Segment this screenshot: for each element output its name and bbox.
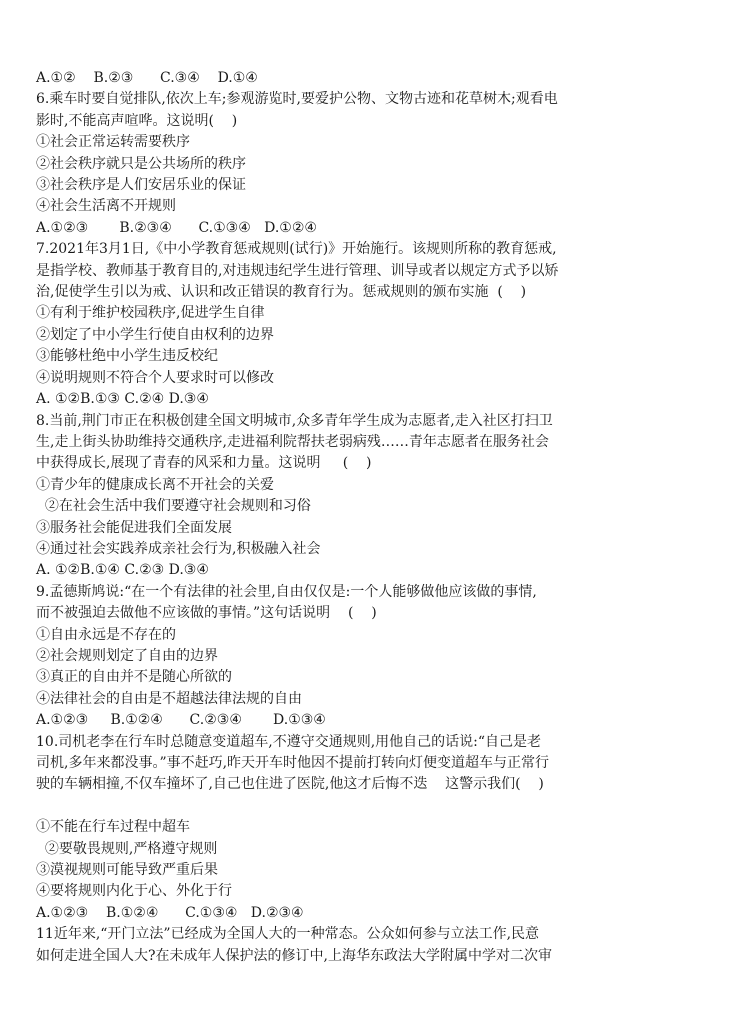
text-line: ③能够杜绝中小学生违反校纪 [36,348,218,365]
text-line: ②要敬畏规则,严格遵守规则 [36,840,218,857]
text-line: ③漠视规则可能导致严重后果 [36,862,218,879]
text-line: ①有利于维护校园秩序,促进学生自律 [36,305,265,322]
text-line: ④社会生活离不开规则 [36,198,176,215]
text-line: ③服务社会能促进我们全面发展 [36,519,232,536]
text-line: A.①② B.②③ C.③④ D.①④ [36,70,258,86]
text-line: ②在社会生活中我们要遵守社会规则和习俗 [36,498,311,515]
text-line: ③社会秩序是人们安居乐业的保证 [36,177,246,194]
text-line: 9.孟德斯鸠说:“在一个有法律的社会里,自由仅仅是:一个人能够做他应该做的事情, [36,583,537,600]
text-line: 是指学校、教师基于教育目的,对违规违纪学生进行管理、训导或者以规定方式予以矫 [36,262,559,279]
text-line: 8.当前,荆门市正在积极创建全国文明城市,众多青年学生成为志愿者,走入社区打扫卫 [36,412,553,429]
text-line: A. ①②B.①④ C.②③ D.③④ [36,562,209,579]
text-line: ④法律社会的自由是不超越法律法规的自由 [36,690,302,707]
text-line: 如何走进全国人大?在未成年人保护法的修订中,上海华东政法大学附属中学对二次审 [36,947,552,964]
text-line: A.①②③ B.①②④ C.①③④ D.②③④ [36,904,304,921]
text-line: 治,促使学生引以为戒、认识和改正错误的教育行为。惩戒规则的颁布实施 ( ) [36,284,527,301]
text-line: 7.2021年3月1日,《中小学教育惩戒规则(试行)》开始施行。该规则所称的教育惩戒, [36,241,557,258]
text-line: ①社会正常运转需要秩序 [36,134,190,151]
text-line: 影时,不能高声喧哗。这说明( ) [36,112,238,129]
exam-page [36,68,701,967]
text-line [36,796,701,817]
text-line: 生,走上街头协助维持交通秩序,走进福利院帮扶老弱病残……青年志愿者在服务社会 [36,433,549,450]
text-line: ①青少年的健康成长离不开社会的关爱 [36,476,274,493]
text-line: 司机,多年来都没事。”事不赶巧,昨天开车时他因不提前打转向灯便变道超车与正常行 [36,755,550,771]
text-line: A.①②③ B.①②④ C.②③④ D.①③④ [36,712,326,729]
text-line: ④要将规则内化于心、外化于行 [36,883,232,900]
text-line: ①自由永远是不存在的 [36,626,176,643]
text-line: ②划定了中小学生行使自由权利的边界 [36,326,274,343]
text-line: 中获得成长,展现了青春的风采和力量。这说明 ( ) [36,455,372,472]
text-line: 10.司机老李在行车时总随意变道超车,不遵守交通规则,用他自己的话说:“自己是老 [36,733,542,750]
text-line: 驶的车辆相撞,不仅车撞坏了,自己也住进了医院,他这才后悔不迭 这警示我们( ) [36,776,544,793]
text-line: ③真正的自由并不是随心所欲的 [36,669,232,686]
text-line: A. ①②B.①③ C.②④ D.③④ [36,391,209,408]
text-line: ①不能在行车过程中超车 [36,819,190,836]
text-line: ②社会秩序就只是公共场所的秩序 [36,155,246,172]
text-line: A.①②③ B.②③④ C.①③④ D.①②④ [36,219,317,236]
text-line: 11近年来,“开门立法”已经成为全国人大的一种常态。公众如何参与立法工作,民意 [36,926,540,943]
text-line: ④通过社会实践养成亲社会行为,积极融入社会 [36,540,321,557]
text-line: ②社会规则划定了自由的边界 [36,647,218,664]
text-line: 6.乘车时要自觉排队,依次上车;参观游览时,要爱护公物、文物古迹和花草树木;观看电 [36,91,558,108]
text-line: ④说明规则不符合个人要求时可以修改 [36,369,274,386]
text-line: 而不被强迫去做他不应该做的事情。”这句话说明 ( ) [36,605,377,622]
